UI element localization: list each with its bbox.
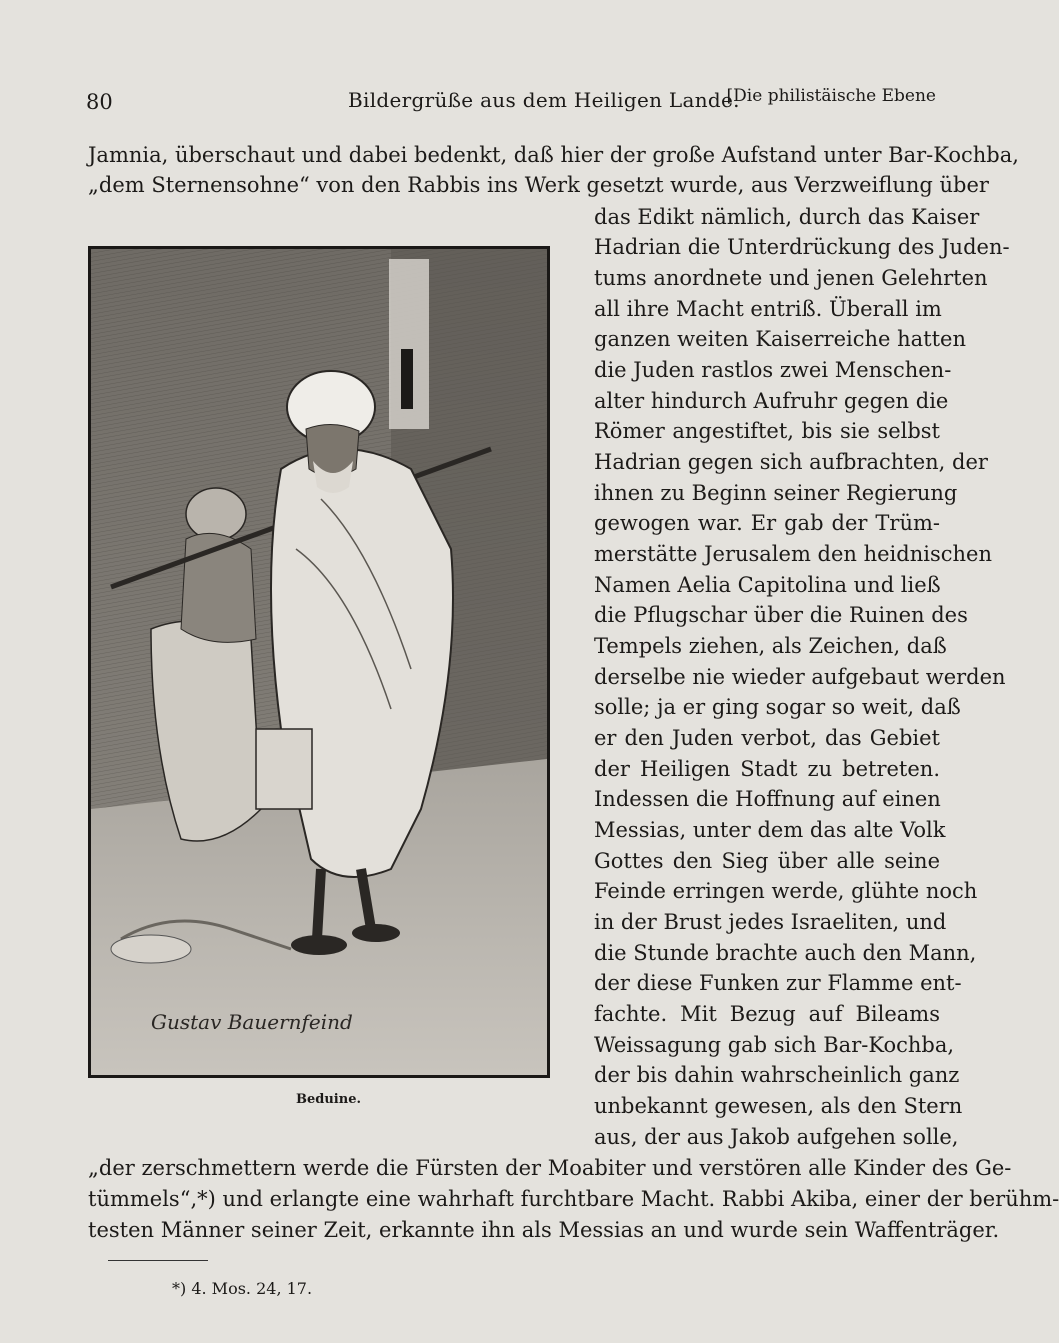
text-line: Messias, unter dem das alte Volk <box>594 818 946 842</box>
text-line: der bis dahin wahrscheinlich ganz <box>594 1063 960 1087</box>
footnote: *) 4. Mos. 24, 17. <box>172 1279 313 1298</box>
engraving-signature: Gustav Bauernfeind <box>151 1010 353 1034</box>
text-line: das Edikt nämlich, durch das Kaiser <box>594 205 980 229</box>
text-line: „dem Sternensohne“ von den Rabbis ins Werk gesetzt wurde, aus Verzweiflung über <box>88 173 989 197</box>
text-line: er den Juden verbot, das Gebiet <box>594 726 940 750</box>
page-number: 80 <box>86 90 113 114</box>
text-line: solle; ja er ging sogar so weit, daß <box>594 695 961 719</box>
text-line: derselbe nie wieder aufgebaut werden <box>594 665 1006 689</box>
text-line: aus, der aus Jakob aufgehen solle, <box>594 1125 959 1149</box>
text-line: alter hindurch Aufruhr gegen die <box>594 389 949 413</box>
text-line: tümmels“,*) und erlangte eine wahrhaft furchtbare Macht. Rabbi Akiba, einer der berühm- <box>88 1187 1059 1211</box>
text-line: Tempels ziehen, als Zeichen, daß <box>594 634 947 658</box>
text-line: Gottes den Sieg über alle seine <box>594 849 940 873</box>
engraving-bedouin <box>88 246 550 1078</box>
text-line: „der zerschmettern werde die Fürsten der Moabiter und verstören alle Kinder des Ge- <box>88 1156 1012 1180</box>
text-line: testen Männer seiner Zeit, erkannte ihn als Messias an und wurde sein Waffenträger. <box>88 1218 1000 1242</box>
text-line: der diese Funken zur Flamme ent- <box>594 971 962 995</box>
text-line: gewogen war. Er gab der Trüm- <box>594 511 940 535</box>
text-line: ihnen zu Beginn seiner Regierung <box>594 481 958 505</box>
section-title: [Die philistäische Ebene <box>726 86 936 106</box>
text-line: fachte. Mit Bezug auf Bileams <box>594 1002 940 1026</box>
text-line: in der Brust jedes Israeliten, und <box>594 910 947 934</box>
text-line: der Heiligen Stadt zu betreten. <box>594 757 940 781</box>
text-line: Jamnia, überschaut und dabei bedenkt, daß hier der große Aufstand unter Bar-Kochba, <box>88 143 1019 167</box>
footnote-rule <box>108 1260 208 1261</box>
text-line: Weissagung gab sich Bar-Kochba, <box>594 1033 955 1057</box>
figure-caption: Beduine. <box>296 1092 361 1107</box>
text-line: die Pflugschar über die Ruinen des <box>594 603 968 627</box>
text-line: merstätte Jerusalem den heidnischen <box>594 542 992 566</box>
text-line: Römer angestiftet, bis sie selbst <box>594 419 940 443</box>
text-line: Namen Aelia Capitolina und ließ <box>594 573 941 597</box>
running-header <box>86 84 936 114</box>
text-line: die Stunde brachte auch den Mann, <box>594 941 977 965</box>
text-line: die Juden rastlos zwei Menschen- <box>594 358 952 382</box>
text-line: Hadrian die Unterdrückung des Juden- <box>594 235 1010 259</box>
text-line: Feinde erringen werde, glühte noch <box>594 879 978 903</box>
engraving-illustration <box>91 249 547 1075</box>
text-line: all ihre Macht entriß. Überall im <box>594 297 942 321</box>
text-line: Hadrian gegen sich aufbrachten, der <box>594 450 988 474</box>
text-line: unbekannt gewesen, als den Stern <box>594 1094 963 1118</box>
text-line: Indessen die Hoffnung auf einen <box>594 787 941 811</box>
text-line: ganzen weiten Kaiserreiche hatten <box>594 327 966 351</box>
running-title: Bildergrüße aus dem Heiligen Lande. <box>348 88 740 112</box>
text-line: tums anordnete und jenen Gelehrten <box>594 266 988 290</box>
